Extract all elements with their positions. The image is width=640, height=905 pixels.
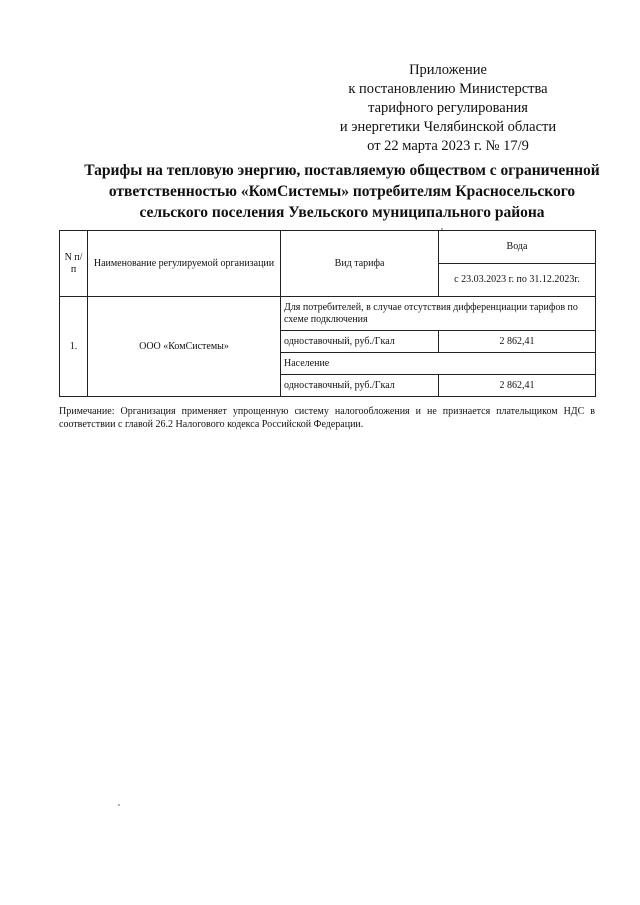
appendix-line: тарифного регулирования — [368, 100, 528, 116]
title-line: сельского поселения Увельского муниципального района — [139, 204, 545, 221]
row-organization: ООО «КомСистемы» — [88, 297, 281, 397]
tariff-table — [59, 230, 596, 397]
header-number: N п/п — [60, 231, 88, 297]
header-organization: Наименование регулируемой организации — [88, 231, 281, 297]
tariff-type-cell: одноставочный, руб./Гкал — [281, 331, 439, 353]
tariff-value-cell: 2 862,41 — [439, 331, 596, 353]
appendix-line: к постановлению Министерства — [348, 81, 548, 97]
title-line: ответственностью «КомСистемы» потребителям Красносельского — [108, 183, 576, 200]
row-number: 1. — [60, 297, 88, 397]
appendix-line: и энергетики Челябинской области — [339, 119, 557, 135]
document-title — [62, 160, 622, 223]
header-tariff-type: Вид тарифа — [281, 231, 439, 297]
tariff-value-cell: 2 862,41 — [439, 375, 596, 397]
consumer-group-label: Для потребителей, в случае отсутствия дифференциации тарифов по схеме подключения — [281, 297, 596, 331]
scan-speck — [441, 228, 443, 230]
scan-speck — [118, 804, 120, 806]
tariff-type-cell: одноставочный, руб./Гкал — [281, 375, 439, 397]
appendix-date-line: от 22 марта 2023 г. № 17/9 — [367, 138, 529, 154]
header-period: с 23.03.2023 г. по 31.12.2023г. — [439, 264, 596, 297]
footnote-text: Примечание: Организация применяет упрощенную систему налогообложения и не признается плательщиком НДС в соответствии с главой 26.2 Налогового кодекса Российской Федерации. — [59, 406, 595, 430]
appendix-line: Приложение — [409, 62, 487, 78]
title-line: Тарифы на тепловую энергию, поставляемую обществом с ограниченной — [84, 162, 600, 179]
footnote — [59, 405, 595, 431]
header-water: Вода — [439, 231, 596, 264]
appendix-block — [318, 61, 578, 156]
consumer-group-label: Население — [281, 353, 596, 375]
